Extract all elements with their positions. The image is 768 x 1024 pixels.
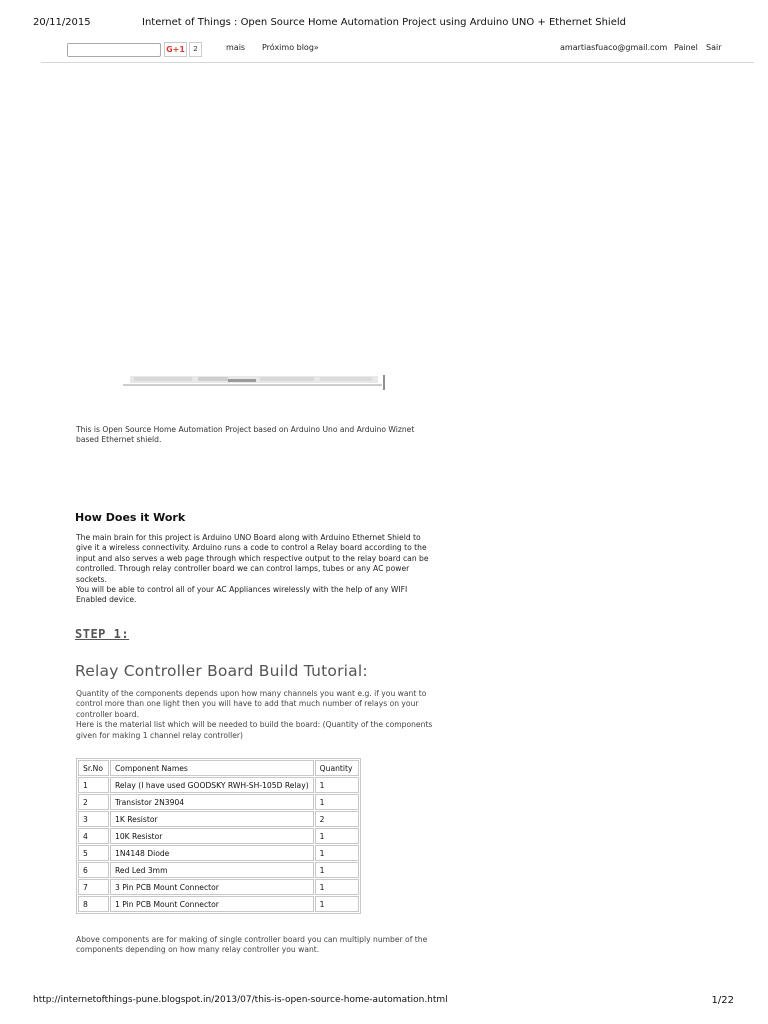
- table-cell: Relay (I have used GOODSKY RWH-SH-105D Relay): [110, 777, 314, 793]
- print-page-number: 1/22: [711, 995, 734, 1006]
- print-page-title: Internet of Things : Open Source Home Automation Project using Arduino UNO + Ethernet Shield: [142, 17, 626, 28]
- table-cell: 1: [315, 879, 359, 895]
- table-header-cell: Sr.No: [78, 760, 109, 776]
- table-cell: 10K Resistor: [110, 828, 314, 844]
- table-header-row: [78, 760, 359, 776]
- print-url: http://internetofthings-pune.blogspot.in/2013/07/this-is-open-source-home-automation.html: [33, 995, 448, 1005]
- table-header-cell: Component Names: [110, 760, 314, 776]
- how-it-works-text: The main brain for this project is Arduino UNO Board along with Arduino Ethernet Shield to give it a wireless connectivity. Arduino runs a code to control a Relay board according to the input and also serves a web page through which respective output to the relay board can be controlled. Through relay controller board we can control lamps, tubes or any AC power sockets.: [76, 533, 429, 584]
- step-heading: STEP 1:: [75, 627, 130, 641]
- logout-link[interactable]: Sair: [706, 43, 722, 52]
- table-cell: 1: [315, 862, 359, 878]
- section-heading: How Does it Work: [75, 511, 186, 524]
- table-row: [78, 896, 359, 912]
- table-cell: 5: [78, 845, 109, 861]
- table-row: [78, 794, 359, 810]
- table-cell: 1: [315, 777, 359, 793]
- table-cell: 2: [315, 811, 359, 827]
- table-cell: Transistor 2N3904: [110, 794, 314, 810]
- table-row: [78, 862, 359, 878]
- google-plus-count: 2: [189, 42, 202, 57]
- table-cell: 1N4148 Diode: [110, 845, 314, 861]
- table-cell: 1: [315, 828, 359, 844]
- intro-paragraph: This is Open Source Home Automation Project based on Arduino Uno and Arduino Wiznet based Ethernet shield.: [76, 425, 415, 445]
- dashboard-link[interactable]: Painel: [674, 43, 698, 52]
- table-cell: 1K Resistor: [110, 811, 314, 827]
- table-cell: 8: [78, 896, 109, 912]
- material-list-text: Here is the material list which will be needed to build the board: (Quantity of the components given for making 1 channel relay controller): [76, 720, 433, 740]
- banner-image-fragment: [120, 370, 386, 390]
- table-cell: Red Led 3mm: [110, 862, 314, 878]
- table-cell: 1: [315, 896, 359, 912]
- print-date: 20/11/2015: [33, 17, 91, 28]
- table-cell: 4: [78, 828, 109, 844]
- table-cell: 1: [78, 777, 109, 793]
- next-blog-link[interactable]: Próximo blog»: [262, 43, 319, 52]
- table-row: [78, 845, 359, 861]
- table-row: [78, 828, 359, 844]
- table-cell: 3: [78, 811, 109, 827]
- table-header-cell: Quantity: [315, 760, 359, 776]
- table-cell: 1: [315, 845, 359, 861]
- table-row: [78, 811, 359, 827]
- table-cell: 1 Pin PCB Mount Connector: [110, 896, 314, 912]
- google-plus-button[interactable]: G+1: [164, 42, 187, 57]
- tutorial-title: Relay Controller Board Build Tutorial:: [75, 662, 368, 680]
- search-input[interactable]: [67, 43, 161, 57]
- quantity-text: Quantity of the components depends upon how many channels you want e.g. if you want to control more than one light then you will have to add that much number of relays on your controller board.: [76, 689, 427, 719]
- table-cell: 7: [78, 879, 109, 895]
- table-row: [78, 879, 359, 895]
- table-cell: 3 Pin PCB Mount Connector: [110, 879, 314, 895]
- table-row: [78, 777, 359, 793]
- how-it-works-text-2: You will be able to control all of your AC Appliances wirelessly with the help of any WIFI Enabled device.: [76, 585, 408, 605]
- table-cell: 1: [315, 794, 359, 810]
- table-cell: 6: [78, 862, 109, 878]
- quantity-paragraph: [76, 689, 436, 741]
- navbar-divider: [41, 62, 754, 63]
- user-email-link[interactable]: amartiasfuaco@gmail.com: [560, 43, 668, 52]
- more-link[interactable]: mais: [226, 43, 246, 52]
- component-table: [76, 758, 361, 914]
- components-note: Above components are for making of single controller board you can multiply number of the components depending on how many relay controller you want.: [76, 935, 428, 955]
- how-it-works-paragraph: [76, 533, 436, 606]
- table-cell: 2: [78, 794, 109, 810]
